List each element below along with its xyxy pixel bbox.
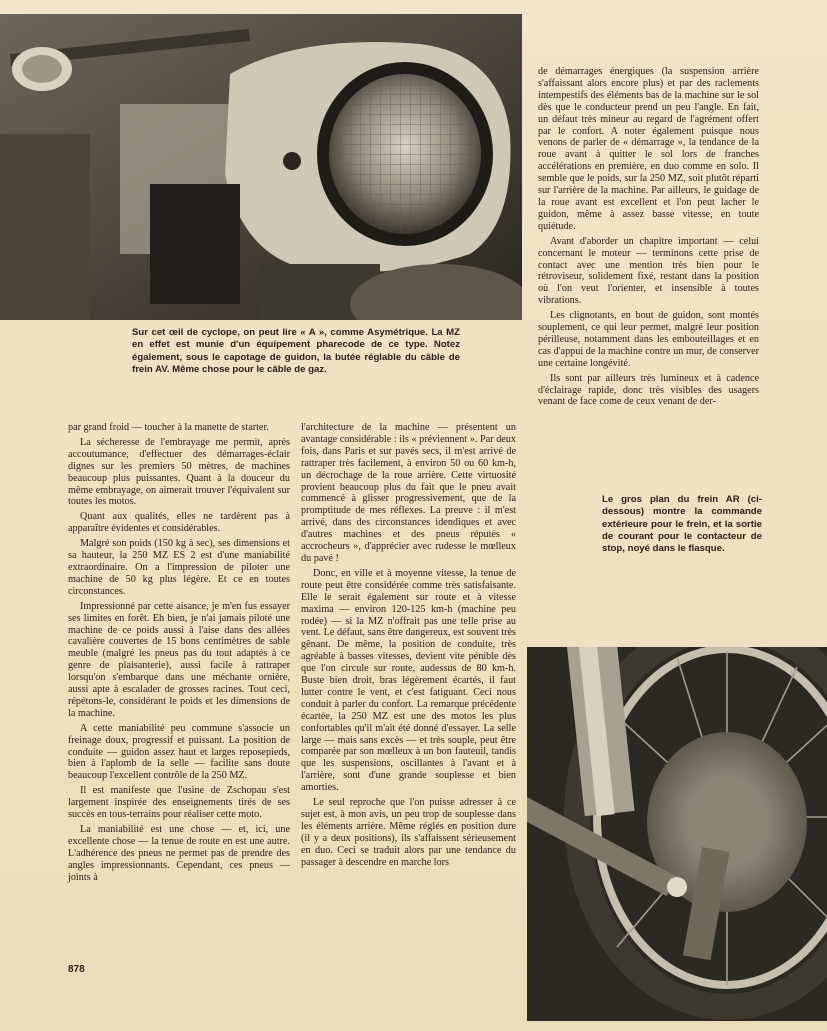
page-number: 878 bbox=[68, 964, 85, 975]
paragraph: l'architecture de la machine — présentent un avantage considérable : ils « préviennent ». Par deux fois, dans Paris et sur pavés secs, il m'est arrivé de rattraper très facilement, à environ 50 ou 60 km-h, un décrochage de la roue arrière. Cette virtuosité provient beaucoup plus du fait que le pneu avait commencé à glisser progressivement, que de la promptitude de mes réflexes. La preuve : il m'est arrivé, dans des circonstances idendiques et avec d'autres machines et des pneus réputés « accrocheurs », d'apprécier avec rudesse le mœlleux du pavé ! bbox=[301, 422, 516, 564]
article-column-2 bbox=[301, 422, 516, 872]
rear-brake-photo bbox=[527, 647, 827, 1021]
paragraph: de démarrages énergiques (la suspension arrière s'affaissant alors encore plus) et par des raclements intempestifs des éléments bas de la machine sur le sol dès que le conducteur prend un peu l'angle. En fait, un défaut très mineur au regard de l'agrément offert par le confort. A noter également puisque nous venons de parler de « démarrage », la tendance de la roue avant à quitter le sol lors de franches accélérations en première, en duo comme en solo. Il semble que le poids, sur la 250 MZ, soit plutôt réparti sur l'arrière de la machine. Par ailleurs, le guidage de la roue avant est excellent et l'on peut lacher le guidon, même à assez basse vitesse, en toute quiétude. bbox=[538, 66, 759, 232]
paragraph: La sécheresse de l'embrayage me permit, après accoutumance, d'effectuer des démarrages-éclair dignes sur les premiers 50 mètres, de machines beaucoup plus puissantes. Quant à la douceur du même embrayage, on aimerait trouver l'équivalent sur toutes les motos. bbox=[68, 436, 290, 508]
paragraph: Donc, en ville et à moyenne vitesse, la tenue de route peut être considérée comme très satisfaisante. Elle le serait également sur route et à vitesse maxima — environ 120-125 km-h (machine peu rodée) — si la MZ n'offrait pas une telle prise au vent. Le défaut, sans être dangereux, est souvent très gênant. De même, la position de conduite, très agréable à basses vitesses, devient vite pénible dès que l'on circule sur route, audessus de 80 km-h. Buste bien droit, bras légèrement écartés, il faut lutter contre le vent, et c'est fatiguant. Ceci nous conduit à parler du confort. La remarque précédente écartée, la 250 MZ est une des motos les plus confortables qu'il m'ait été donné d'essayer. La selle large — mais sans excès — et très souple, peut être comparée par son mœlleux à un bon fauteuil, tandis que les suspensions, oscillantes à l'avant et à l'arrière, sont d'une grande souplesse et bien amorties. bbox=[301, 567, 516, 794]
article-column-1 bbox=[68, 422, 290, 887]
paragraph: Ils sont par ailleurs très lumineux et à cadence d'éclairage rapide, donc très visibles des usagers venant de face come de ceux venant de der- bbox=[538, 372, 759, 408]
paragraph: par grand froid — toucher à la manette de starter. bbox=[68, 422, 269, 433]
paragraph: Il est manifeste que l'usine de Zschopau s'est largement inspirée des enseignements tirés de ses succès en tous-terrains pour réaliser cette moto. bbox=[68, 785, 290, 821]
paragraph: Le seul reproche que l'on puisse adresser à ce sujet est, à mon avis, un peu trop de souplesse dans les éléments arrière. Même réglés en position dure (il y a deux positions), ils s'affaissent sérieusement en duo. Ceci se traduit alors par une tendance du passager à descendre en marche lors bbox=[301, 797, 516, 868]
paragraph: Les clignotants, en bout de guidon, sont montés souplement, ce qui leur permet, malgré leur position périlleuse, notamment dans les embouteillages et en cas d'appui de la machine contre un mur, de conserver une certaine longévité. bbox=[538, 310, 759, 369]
headlight-photo bbox=[0, 14, 522, 320]
paragraph: Avant d'aborder un chapitre important — celui concernant le moteur — terminons cette prise de contact avec une mention très bien pour le rétroviseur, solidement fixé, restant dans la position où l'on veut l'orienter, et insensible à toutes vibrations. bbox=[538, 235, 759, 307]
paragraph: Quant aux qualités, elles ne tardèrent pas à apparaître évidentes et considérables. bbox=[68, 511, 290, 535]
paragraph: A cette maniabilité peu commune s'associe un freinage doux, progressif et puissant. La position de conduite — guidon assez haut et larges reposepieds, bien à l'aplomb de la selle — facilite sans doute beaucoup l'excellent contrôle de la 250 MZ. bbox=[68, 722, 290, 782]
paragraph: Malgré son poids (150 kg à sec), ses dimensions et sa hauteur, la 250 MZ ES 2 est d'une maniabilité extraordinaire. On a l'impression de piloter une machine de 50 kg plus légère. Et ce en toutes circonstances. bbox=[68, 538, 290, 597]
paragraph: Impressionné par cette aisance, je m'en fus essayer ses limites en forêt. Eh bien, je n'ai jamais piloté une machine de ce poids aussi à l'aise dans des allées cavalière couvertes de 15 bons centimètres de sable meuble (malgré les pneus pas du tout adaptés à ce genre de plaisanterie), aussi facile à rattraper lorsqu'on s'embarque dans une méchante ornière, aussi apte à escalader de grosses racines. Tout ceci, répétons-le, considérant le poids et les dimensions de la machine. bbox=[68, 600, 290, 719]
rear-brake-illustration bbox=[527, 647, 827, 1021]
paragraph: La maniabilité est une chose — et, ici, une excellente chose — la tenue de route en est une autre. L'adhérence des pneus ne permet pas de prendre des angles impressionnants. Cependant, ces pneus — joints à bbox=[68, 824, 290, 883]
headlight-illustration bbox=[0, 14, 522, 320]
rear-brake-caption: Le gros plan du frein AR (ci-dessous) montre la commande extérieure pour le frein, et la sortie de courant pour le contacteur de stop, noyé dans le flasque. bbox=[602, 494, 762, 555]
article-column-3 bbox=[538, 66, 759, 411]
top-photo-caption: Sur cet œil de cyclope, on peut lire « A », comme Asymétrique. La MZ en effet est munie d'un équipement pharecode de ce type. Notez également, sous le capotage de guidon, la butée réglable du câble de frein AV. Même chose pour le câble de gaz. bbox=[132, 327, 460, 375]
